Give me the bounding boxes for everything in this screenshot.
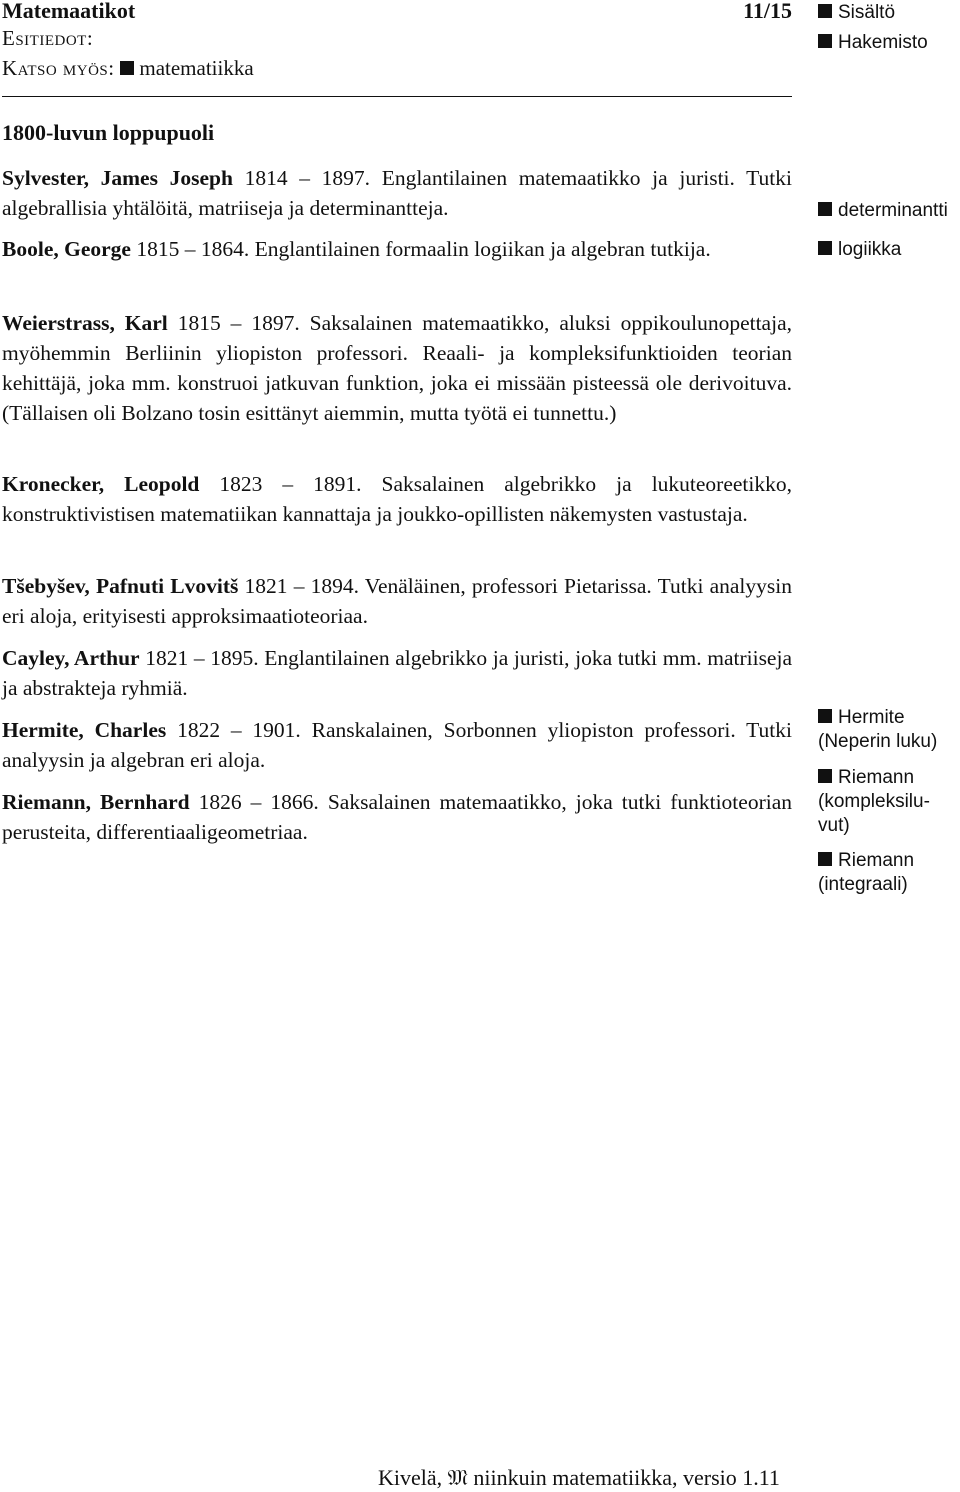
margin-link-riemann-integral[interactable] bbox=[818, 849, 914, 897]
entry-name: Boole, George bbox=[2, 237, 131, 261]
entry-name: Cayley, Arthur bbox=[2, 646, 140, 670]
square-bullet-icon bbox=[120, 61, 134, 75]
entry-sylvester bbox=[2, 163, 792, 223]
margin-link-logiikka[interactable] bbox=[818, 238, 901, 262]
entry-boole bbox=[2, 234, 792, 264]
entry-text: 1815 – 1864. Englantilainen formaalin logiikan ja algebran tutkija. bbox=[136, 237, 711, 261]
square-bullet-icon bbox=[818, 852, 832, 866]
entry-name: Hermite, Charles bbox=[2, 718, 167, 742]
entry-text: 1814 – 1897. Englantilainen matemaatikko ja juristi. Tutki algebrallisia yhtälöitä, matriiseja ja determinantteja. bbox=[2, 166, 792, 220]
margin-link-determinantti[interactable] bbox=[818, 199, 948, 223]
margin-link-sublabel: vut) bbox=[818, 815, 850, 836]
page-title: Matemaatikot bbox=[2, 0, 136, 23]
margin-link-sublabel: (Neperin luku) bbox=[818, 731, 938, 752]
entry-riemann bbox=[2, 787, 792, 847]
entry-text: 1815 – 1897. Saksalainen matemaatikko, aluksi oppikoulunopettaja, myöhemmin Berliinin yliopiston professori. Reaali- ja kompleksifunktioiden teorian kehittäjä, joka mm. konstruoi jatkuvan funktion, joka ei missään pisteessä ole derivoituva. (Tällaisen oli Bolzano tosin esittänyt aiemmin, mutta työtä ei tunnettu.) bbox=[2, 311, 792, 425]
margin-link-label: Riemann bbox=[838, 850, 915, 871]
entry-text: 1826 – 1866. Saksalainen matemaatikko, joka tutki funktioteorian perusteita, differentiaaligeometriaa. bbox=[2, 790, 793, 844]
entry-text: 1821 – 1894. Venäläinen, professori Pietarissa. Tutki analyysin eri aloja, erityisesti approksimaatioteoriaa. bbox=[2, 574, 792, 628]
margin-link-sublabel: (kompleksilu- bbox=[818, 791, 930, 812]
page-header bbox=[2, 0, 792, 97]
entry-kronecker bbox=[2, 469, 792, 529]
page-number: 11/15 bbox=[743, 0, 792, 23]
margin-link-riemann-complex[interactable] bbox=[818, 766, 930, 838]
margin-link-label: Hermite bbox=[838, 707, 905, 728]
entry-text: 1823 – 1891. Saksalainen algebrikko ja lukuteoreetikko, konstruktivistisen matematiikan kannattaja ja joukko-opillisten näkemysten vastustaja. bbox=[2, 472, 792, 526]
nav-link-label: Hakemisto bbox=[838, 32, 928, 53]
entry-name: Tšebyšev, Pafnuti Lvovitš bbox=[2, 574, 239, 598]
see-also-row bbox=[2, 56, 254, 81]
footer-symbol: 𝔐 bbox=[447, 1465, 468, 1490]
entry-text: 1821 – 1895. Englantilainen algebrikko ja juristi, joka tutki mm. matriiseja ja abstrakteja ryhmiä. bbox=[2, 646, 792, 700]
margin-link-label: logiikka bbox=[838, 239, 902, 260]
footer-title: niinkuin matematiikka, versio 1.11 bbox=[473, 1465, 780, 1490]
square-bullet-icon bbox=[818, 241, 832, 255]
entry-chebyshev bbox=[2, 571, 792, 631]
nav-link-contents[interactable] bbox=[818, 1, 895, 25]
square-bullet-icon bbox=[818, 202, 832, 216]
entry-text: 1822 – 1901. Ranskalainen, Sorbonnen yliopiston professori. Tutki analyysin ja algebran eri aloja. bbox=[2, 718, 792, 772]
see-also-link-label: matematiikka bbox=[139, 56, 254, 80]
entry-name: Sylvester, James Joseph bbox=[2, 166, 233, 190]
footer-author: Kivelä, bbox=[378, 1465, 443, 1490]
nav-link-label: Sisältö bbox=[838, 2, 896, 23]
prerequisites-label: Esitiedot: bbox=[2, 26, 94, 50]
entry-name: Riemann, Bernhard bbox=[2, 790, 190, 814]
square-bullet-icon bbox=[818, 709, 832, 723]
page-footer bbox=[378, 1465, 780, 1491]
entry-weierstrass bbox=[2, 308, 792, 428]
see-also-label: Katso myös: bbox=[2, 56, 115, 80]
entry-name: Weierstrass, Karl bbox=[2, 311, 168, 335]
margin-link-hermite[interactable] bbox=[818, 706, 937, 754]
square-bullet-icon bbox=[818, 34, 832, 48]
see-also-link-matematiikka[interactable] bbox=[120, 56, 253, 80]
entry-cayley bbox=[2, 643, 792, 703]
entry-hermite bbox=[2, 715, 792, 775]
section-title: 1800-luvun loppupuoli bbox=[2, 120, 215, 145]
margin-link-label: determinantti bbox=[838, 200, 948, 221]
entry-name: Kronecker, Leopold bbox=[2, 472, 200, 496]
nav-link-index[interactable] bbox=[818, 31, 928, 55]
margin-link-label: Riemann bbox=[838, 767, 915, 788]
main-column bbox=[2, 0, 793, 844]
margin-link-sublabel: (integraali) bbox=[818, 874, 908, 895]
square-bullet-icon bbox=[818, 769, 832, 783]
square-bullet-icon bbox=[818, 4, 832, 18]
